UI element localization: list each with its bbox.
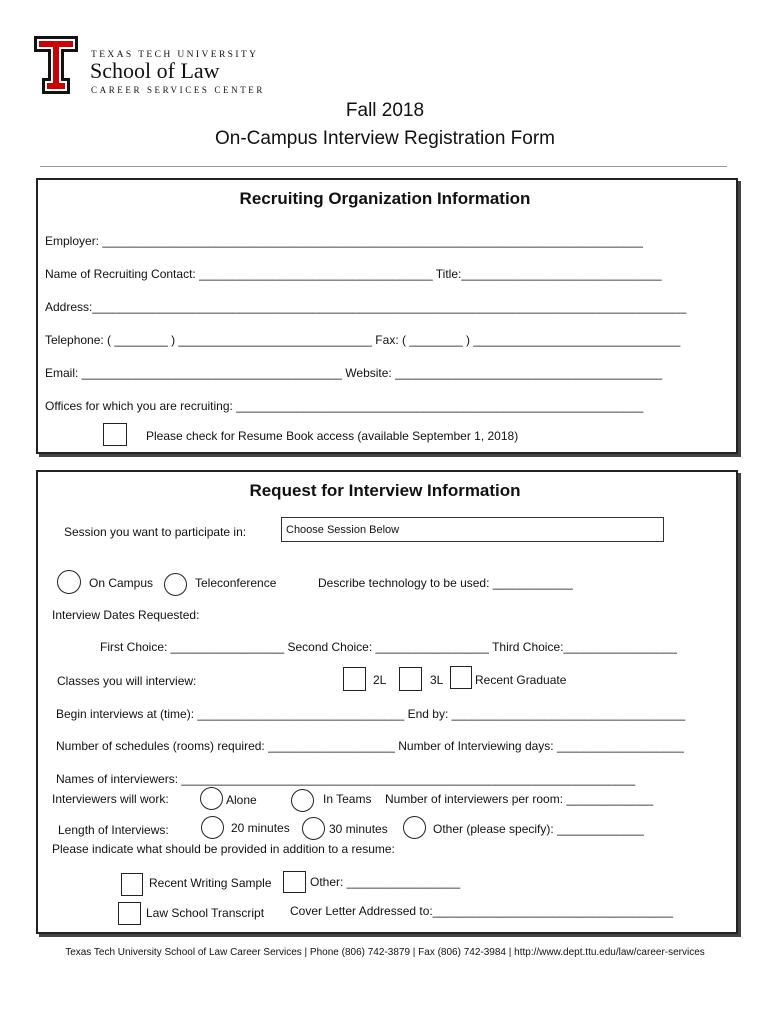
interviewers-per-room-field[interactable]: Number of interviewers per room: _____________ (385, 792, 654, 806)
address-field[interactable]: Address:_________________________________________________________________________________________ (45, 300, 687, 314)
class-2l-label: 2L (373, 673, 387, 687)
work-mode-label: Interviewers will work: (52, 792, 169, 806)
in-teams-label: In Teams (323, 792, 372, 806)
on-campus-radio[interactable] (57, 570, 81, 594)
interview-dates-label: Interview Dates Requested: (52, 608, 200, 622)
teleconference-radio[interactable] (164, 573, 187, 596)
recent-graduate-label: Recent Graduate (475, 673, 567, 687)
recruiting-contact-field[interactable]: Name of Recruiting Contact: ___________________________________ Title:______________________________ (45, 267, 662, 281)
section2-heading: Request for Interview Information (249, 481, 521, 500)
offices-field[interactable]: Offices for which you are recruiting: _____________________________________________________________ (45, 399, 644, 413)
logo-center-name: CAREER SERVICES CENTER (91, 85, 265, 95)
alone-radio[interactable] (200, 787, 223, 810)
cover-letter-field[interactable]: Cover Letter Addressed to:____________________________________ (290, 904, 674, 918)
resume-book-checkbox[interactable] (103, 423, 127, 446)
form-title: On-Campus Interview Registration Form (215, 128, 555, 149)
20-minutes-label: 20 minutes (231, 821, 290, 835)
footer-contact: Texas Tech University School of Law Career Services | Phone (806) 742-3879 | Fax (806) 742-3984 | http://www.dept.ttu.edu/law/career-services (65, 947, 705, 958)
resume-book-label: Please check for Resume Book access (available September 1, 2018) (146, 429, 519, 443)
recent-graduate-checkbox[interactable] (450, 666, 472, 689)
begin-end-time-field[interactable]: Begin interviews at (time): _______________________________ End by: ___________________________________ (56, 707, 686, 721)
other-length-radio[interactable] (403, 816, 426, 839)
session-label: Session you want to participate in: (64, 525, 247, 539)
30-minutes-radio[interactable] (302, 817, 325, 840)
alone-label: Alone (226, 793, 257, 807)
telephone-fax-field[interactable]: Telephone: ( ________ ) _____________________________ Fax: ( ________ ) _______________________________ (45, 333, 681, 347)
length-label: Length of Interviews: (58, 823, 169, 837)
other-document-field[interactable]: Other: _________________ (310, 875, 461, 889)
schedules-days-field[interactable]: Number of schedules (rooms) required: ___________________ Number of Interviewing days: ___________________ (56, 739, 684, 753)
date-choices-field[interactable]: First Choice: _________________ Second Choice: _________________ Third Choice:_________________ (100, 640, 677, 654)
technology-field[interactable]: Describe technology to be used: ____________ (318, 576, 573, 590)
other-document-checkbox[interactable] (283, 871, 306, 893)
class-2l-checkbox[interactable] (343, 667, 366, 691)
transcript-checkbox[interactable] (118, 902, 141, 925)
on-campus-label: On Campus (89, 576, 154, 590)
employer-field[interactable]: Employer: _________________________________________________________________________________ (45, 234, 643, 248)
interviewer-names-field[interactable]: Names of interviewers: ____________________________________________________________________ (56, 772, 636, 786)
logo-school-name: School of Law (90, 58, 220, 83)
class-3l-label: 3L (430, 673, 444, 687)
in-teams-radio[interactable] (291, 789, 314, 812)
other-length-field[interactable]: Other (please specify): _____________ (433, 822, 644, 836)
logo-university-name: TEXAS TECH UNIVERSITY (91, 50, 259, 60)
classes-label: Classes you will interview: (57, 674, 197, 688)
20-minutes-radio[interactable] (201, 816, 224, 839)
provide-label: Please indicate what should be provided in addition to a resume: (52, 842, 395, 856)
class-3l-checkbox[interactable] (399, 667, 422, 691)
title-divider (40, 166, 727, 167)
transcript-label: Law School Transcript (146, 906, 265, 920)
section1-heading: Recruiting Organization Information (239, 189, 531, 208)
form-title-term: Fall 2018 (345, 100, 425, 121)
texas-tech-logo-icon (32, 34, 80, 96)
writing-sample-checkbox[interactable] (121, 873, 143, 896)
teleconference-label: Teleconference (195, 576, 277, 590)
session-select[interactable]: Choose Session Below (281, 517, 664, 542)
writing-sample-label: Recent Writing Sample (149, 876, 272, 890)
email-website-field[interactable]: Email: _______________________________________ Website: ________________________________________ (45, 366, 663, 380)
30-minutes-label: 30 minutes (329, 822, 388, 836)
